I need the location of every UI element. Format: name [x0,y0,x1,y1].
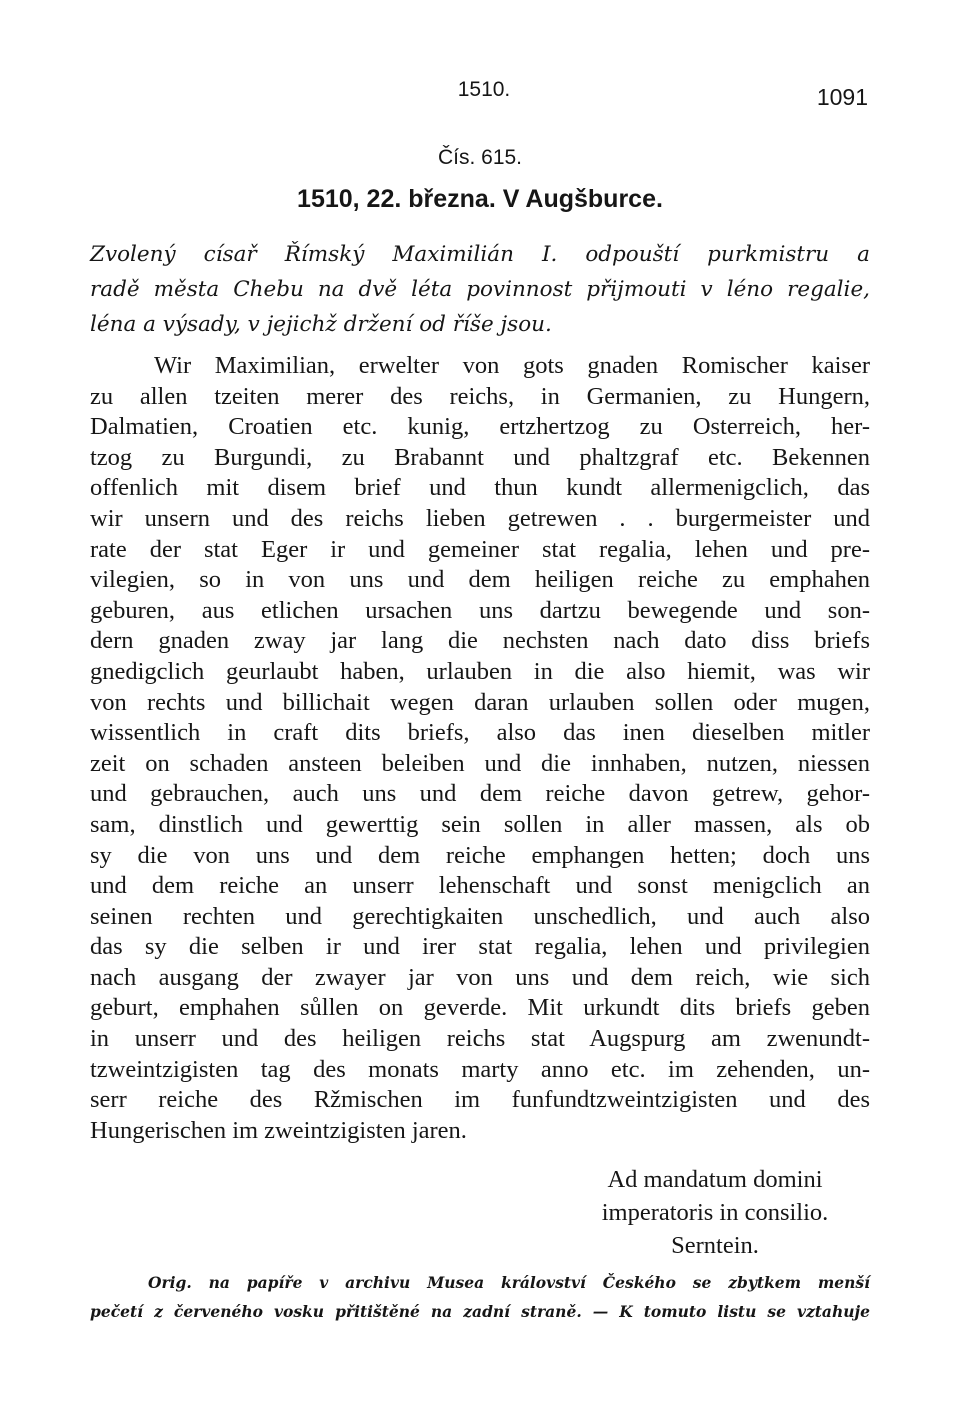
body-line: von rechts und billichait wegen daran urlauben sollen oder mugen, [90,688,870,716]
body-line: seinen rechten und gerechtigkaiten unschedlich, und auch also [90,902,870,930]
body-line: dern gnaden zway jar lang die nechsten nach dato diss briefs [90,627,870,655]
signature-line: Ad mandatum domini [607,1166,823,1193]
body-line: zu allen tzeiten merer des reichs, in Germanien, zu Hungern, [90,382,870,410]
signature-line: imperatoris in consilio. [601,1199,829,1226]
body-line: serr reiche des Ržmischen im funfundtzweintzigisten und des [90,1086,870,1114]
body-line: in unserr und des heiligen reichs stat Augspurg am zwenundt- [90,1025,870,1053]
body-line: rate der stat Eger ir und gemeiner stat regalia, lehen und pre- [90,535,870,563]
body-line: Wir Maximilian, erwelter von gots gnaden Romischer kaiser [154,352,870,379]
signature-name: Serntein. [671,1232,759,1259]
page-number: 1091 [816,84,868,110]
page-year: 1510. [457,78,511,101]
body-line: sam, dinstlich und gewerttig sein sollen in aller massen, als ob [90,810,870,838]
note-line: pečetí z červeného vosku přitištěné na zadní straně. — K tomuto listu se vztahuje [90,1302,870,1321]
summary-line: léna a výsady, v jejichž držení od říše jsou. [90,312,552,337]
body-line: wissentlich in craft dits briefs, also das inen dieselben mitler [90,719,870,747]
charter-text [90,351,870,1146]
regest-summary [90,237,870,342]
body-line: geburt, emphahen sůllen on geverde. Mit urkundt dits briefs geben [90,994,870,1022]
body-line: tzweintzigisten tag des monats marty anno etc. im zehenden, un- [90,1055,870,1083]
body-line: Hungerischen im zweintzigisten jaren. [90,1116,467,1144]
body-line: sy die von uns und dem reiche emphangen hetten; doch uns [90,841,870,869]
body-line: wir unsern und des reichs lieben getrewen . . burgermeister und [90,504,870,532]
body-line: und dem reiche an unserr lehenschaft und sonst menigclich an [90,872,870,900]
body-line: geburen, aus etlichen ursachen uns dartzu bewegende und son- [90,596,870,624]
signature-block [560,1163,870,1262]
document-number: Čís. 615. [437,146,523,169]
body-line: gnedigclich geurlaubt haben, urlauben in die also hiemit, was wir [90,657,870,685]
document-heading: 1510, 22. března. V Augšburce. [297,185,663,213]
body-line: Dalmatien, Croatien etc. kunig, ertzhertzog zu Osterreich, her- [90,413,870,441]
archival-note [90,1268,870,1326]
body-line: nach ausgang der zwayer jar von uns und dem reich, wie sich [90,963,870,991]
body-line: das sy die selben ir und irer stat regalia, lehen und privilegien [90,933,870,961]
summary-line: Zvolený císař Římský Maximilián I. odpouští purkmistru a [90,242,870,267]
body-line: zeit on schaden ansteen beleiben und die innhaben, nutzen, niessen [90,749,870,777]
body-line: tzog zu Burgundi, zu Brabannt und phaltzgraf etc. Bekennen [90,443,870,471]
body-line: vilegien, so in von uns und dem heiligen reiche zu emphahen [90,566,870,594]
body-line: offenlich mit disem brief und thun kundt allermenigclich, das [90,474,870,502]
summary-line: radě města Chebu na dvě léta povinnost přijmouti v léno regalie, [90,277,870,302]
body-line: und gebrauchen, auch uns und dem reiche davon getrew, gehor- [90,780,870,808]
note-line: Orig. na papíře v archivu Musea království Českého se zbytkem menší [148,1273,870,1292]
